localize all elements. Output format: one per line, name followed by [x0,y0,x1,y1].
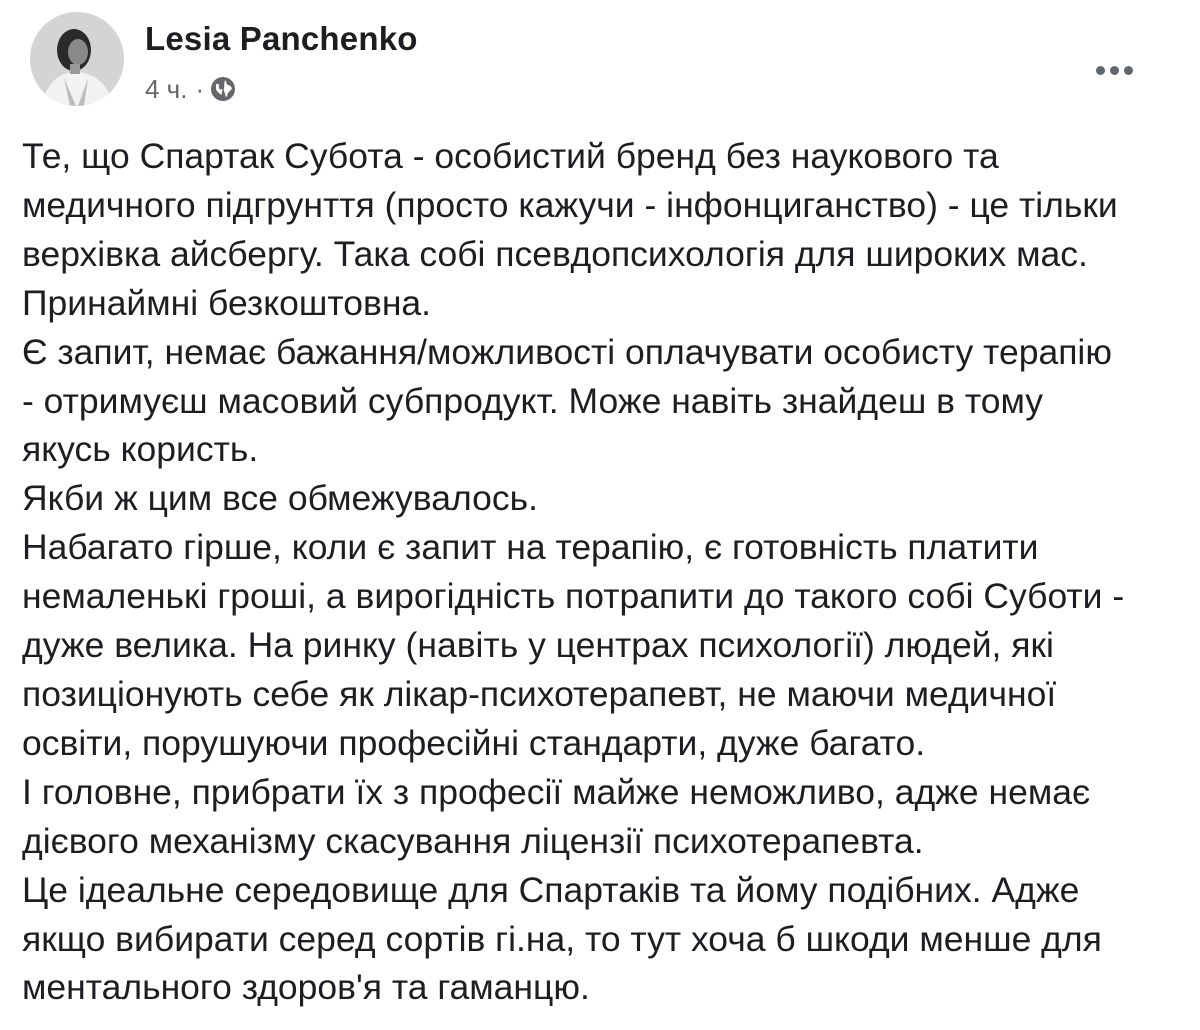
post-text-line: Є запит, немає бажання/можливості оплачувати особисту терапію [22,331,1112,372]
post-text-line: Якби ж цим все обмежувалось. [22,478,538,519]
post-header [30,12,1180,122]
meta-separator: · [195,73,205,104]
post-text-line: якусь користь. [22,429,259,470]
post-text-line: Принаймні безкоштовна. [22,282,432,323]
post-text-line: верхівка айсбергу. Така собі псевдопсихологія для широких мас. [22,233,1088,274]
avatar-photo [30,12,124,106]
post-text-line: Набагато гірше, коли є запит на терапію, є готовність платити [22,527,1039,568]
post-meta [145,72,236,106]
post-timestamp[interactable]: 4 ч. [145,73,188,104]
post-text-line: ментального здоров'я та гаманцю. [22,967,590,1008]
post-text-line: якщо вибирати серед сортів гі.на, то тут хоча б шкоди менше для [22,918,1102,959]
globe-icon[interactable] [210,76,236,102]
post-text-line: дуже велика. На ринку (навіть у центрах психології) людей, які [22,625,1054,666]
post-text-line: позиціонують себе як лікар-психотерапевт, не маючи медичної [22,673,1057,714]
post-text [22,132,1187,1012]
author-name[interactable]: Lesia Panchenko [145,20,418,57]
post-text-line: освіти, порушуючи професійні стандарти, дуже багато. [22,722,926,763]
more-options-button[interactable] [1084,44,1144,96]
more-options-icon [1096,66,1105,75]
post-text-line: дієвого механізму скасування ліцензії психотерапевта. [22,820,924,861]
post-text-line: Це ідеальне середовище для Спартаків та йому подібних. Адже [22,869,1080,910]
post-text-line: І головне, прибрати їх з професії майже неможливо, адже немає [22,771,1091,812]
post-text-line: - отримуєш масовий субпродукт. Може навіть знайдеш в тому [22,380,1044,421]
post-text-line: немаленькі гроші, а вирогідність потрапити до такого собі Суботи - [22,576,1125,617]
author-avatar[interactable] [30,12,124,106]
post-text-line: медичного підгрунття (просто кажучи - інфонциганство) - це тільки [22,184,1118,225]
post-text-line: Те, що Спартак Субота - особистий бренд без наукового та [22,136,999,176]
